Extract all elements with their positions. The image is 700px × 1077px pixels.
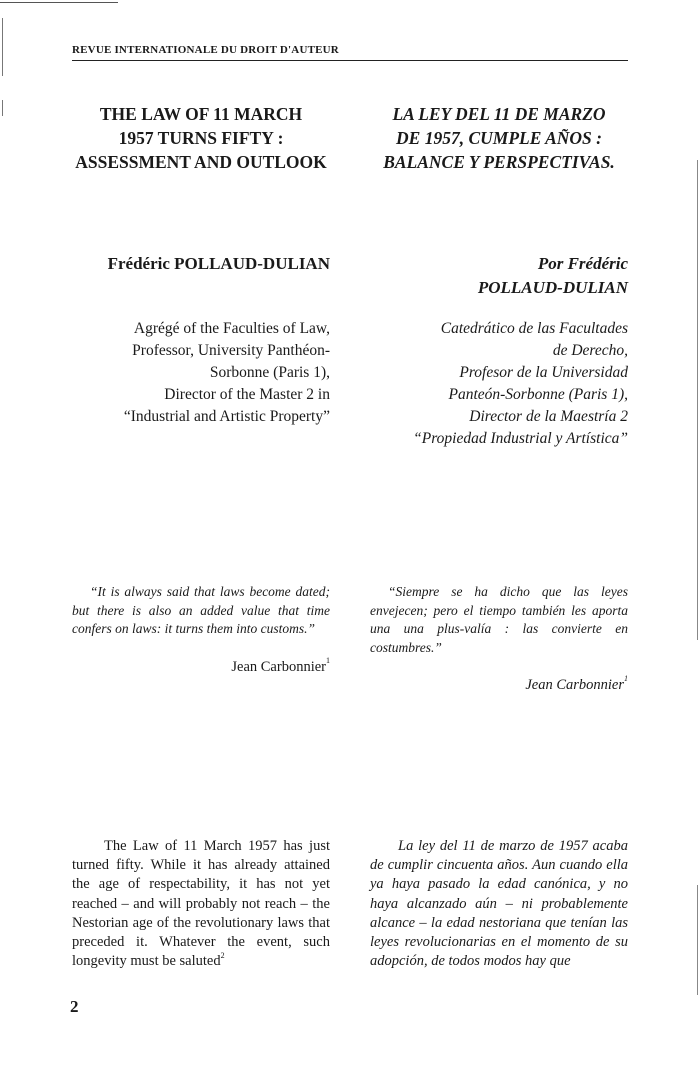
english-epigraph — [72, 583, 330, 677]
affiliation-line: Panteón-Sorbonne (Paris 1), — [448, 386, 628, 403]
scan-edge-right — [697, 160, 698, 640]
body-paragraph — [72, 837, 330, 971]
title-line: DE 1957, CUMPLE AÑOS : — [396, 128, 602, 148]
page-number: 2 — [70, 997, 79, 1016]
body-text: The Law of 11 March 1957 has just turned fifty. While it has already attained the age of respectability, it has not yet reached – and will probably not reach – the Nestorian age of the revolutionary laws that preceded it. Whatever the event, such longevity must be saluted — [72, 838, 330, 970]
top-rule — [0, 2, 118, 3]
title-line: 1957 TURNS FIFTY : — [118, 128, 284, 148]
spanish-epigraph — [370, 583, 628, 695]
author-name: Frédéric POLLAUD-DULIAN — [107, 254, 330, 273]
english-author — [72, 252, 330, 276]
epigraph-author — [72, 657, 330, 677]
title-line: ASSESSMENT AND OUTLOOK — [75, 152, 327, 172]
affiliation-line: Sorbonne (Paris 1), — [209, 364, 330, 381]
epigraph-author-name: Jean Carbonnier — [231, 658, 326, 675]
epigraph-author — [370, 675, 628, 695]
affiliation-line: Director de la Maestría 2 — [469, 408, 628, 425]
english-body — [72, 837, 330, 971]
body-paragraph: La ley del 11 de marzo de 1957 acaba de cumplir cincuenta años. Aun cuando ella ya haya pasado la edad canónica, y no haya alcanzado aún – ni probablemente alcance – la edad nestoriana que tenían las leyes revolucionarias en el momento de su adopción, de todos modos hay que — [370, 838, 628, 970]
affiliation-line: Agrégé of the Faculties of Law, — [133, 320, 330, 337]
author-line: Por Frédéric — [537, 254, 628, 273]
spanish-body — [370, 837, 628, 971]
affiliation-line: Profesor de la Universidad — [459, 364, 628, 381]
epigraph-text: “Siempre se ha dicho que las leyes envejecen; pero el tiempo también les aporta una una plus-valía : las convierte en costumbres.” — [370, 584, 628, 655]
affiliation-line: “Propiedad Industrial y Artística” — [413, 430, 628, 447]
scan-edge-left-2 — [2, 100, 3, 116]
spanish-affiliation — [370, 318, 628, 450]
spanish-title — [370, 102, 628, 174]
affiliation-line: Director of the Master 2 in — [164, 386, 330, 403]
affiliation-line: Catedrático de las Facultades — [440, 320, 628, 337]
author-line: POLLAUD-DULIAN — [477, 278, 628, 297]
footnote-ref: 1 — [326, 655, 330, 665]
scan-edge-left — [2, 18, 3, 76]
spanish-author — [370, 252, 628, 300]
title-line: LA LEY DEL 11 DE MARZO — [392, 104, 606, 124]
footnote-ref: 1 — [624, 674, 628, 683]
english-affiliation — [72, 318, 330, 428]
footnote-ref: 2 — [220, 951, 225, 961]
running-header: REVUE INTERNATIONALE DU DROIT D'AUTEUR — [72, 44, 628, 61]
affiliation-line: de Derecho, — [552, 342, 628, 359]
epigraph-author-name: Jean Carbonnier — [525, 677, 624, 693]
affiliation-line: “Industrial and Artistic Property” — [123, 408, 330, 425]
epigraph-text: “It is always said that laws become dated; but there is also an added value that time confers on laws: it turns them into customs.” — [72, 584, 330, 636]
scan-edge-right-2 — [697, 885, 698, 995]
title-line: BALANCE Y PERSPECTIVAS. — [383, 152, 615, 172]
affiliation-line: Professor, University Panthéon- — [132, 342, 330, 359]
title-line: THE LAW OF 11 MARCH — [99, 104, 303, 124]
english-title — [72, 102, 330, 174]
